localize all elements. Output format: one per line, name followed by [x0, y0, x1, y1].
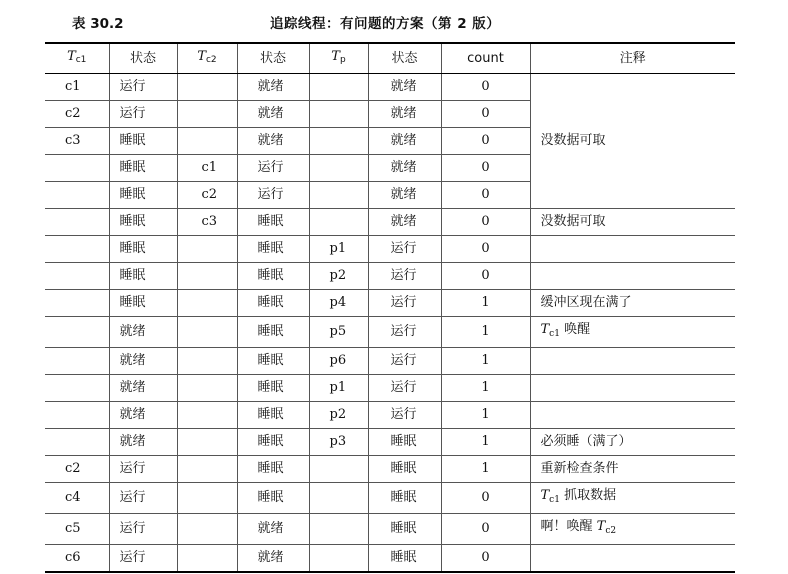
cell-note: 必须睡（满了） [530, 429, 735, 456]
cell-count: 0 [441, 483, 530, 514]
cell-tc2 [177, 263, 237, 290]
cell-state-tc2: 运行 [237, 182, 309, 209]
cell-tc2: c3 [177, 209, 237, 236]
cell-tc1: c5 [45, 514, 109, 545]
cell-state-tc2: 睡眠 [237, 236, 309, 263]
cell-tc2 [177, 375, 237, 402]
cell-tc2 [177, 236, 237, 263]
cell-tc1 [45, 155, 109, 182]
cell-note: 重新检查条件 [530, 456, 735, 483]
header-state-tc1: 状态 [109, 43, 177, 74]
cell-tp [309, 101, 368, 128]
cell-state-tc2: 就绪 [237, 514, 309, 545]
cell-note: $T_{c1}$ 唤醒 [530, 317, 735, 348]
cell-tc1 [45, 209, 109, 236]
cell-state-tc1: 就绪 [109, 348, 177, 375]
cell-state-tp: 睡眠 [368, 456, 441, 483]
cell-count: 1 [441, 402, 530, 429]
cell-state-tp: 运行 [368, 375, 441, 402]
cell-state-tc2: 睡眠 [237, 317, 309, 348]
cell-tc1 [45, 375, 109, 402]
cell-tc1 [45, 263, 109, 290]
cell-tp [309, 74, 368, 101]
cell-tc1: c2 [45, 101, 109, 128]
cell-state-tc2: 运行 [237, 155, 309, 182]
table-row [45, 348, 735, 375]
cell-tc1 [45, 290, 109, 317]
cell-note: 缓冲区现在满了 [530, 290, 735, 317]
cell-tp [309, 483, 368, 514]
cell-count: 1 [441, 290, 530, 317]
cell-tp [309, 456, 368, 483]
table-row [45, 514, 735, 545]
cell-tp [309, 155, 368, 182]
cell-count: 0 [441, 74, 530, 101]
cell-state-tc1: 就绪 [109, 429, 177, 456]
header-count: count [441, 43, 530, 74]
cell-tp [309, 128, 368, 155]
cell-count: 0 [441, 514, 530, 545]
cell-count: 1 [441, 375, 530, 402]
cell-tp [309, 514, 368, 545]
cell-state-tc1: 睡眠 [109, 290, 177, 317]
cell-state-tc2: 就绪 [237, 545, 309, 573]
cell-state-tc2: 就绪 [237, 74, 309, 101]
cell-state-tp: 就绪 [368, 128, 441, 155]
cell-tp: p2 [309, 402, 368, 429]
cell-state-tc2: 睡眠 [237, 483, 309, 514]
header-row [45, 43, 735, 74]
cell-tp: p5 [309, 317, 368, 348]
cell-state-tc2: 睡眠 [237, 375, 309, 402]
header-tc2: Tc2 [177, 43, 237, 74]
cell-tc1 [45, 317, 109, 348]
cell-tc2 [177, 545, 237, 573]
cell-tp: p3 [309, 429, 368, 456]
cell-tc1 [45, 429, 109, 456]
cell-state-tp: 运行 [368, 348, 441, 375]
cell-tc1: c1 [45, 74, 109, 101]
cell-state-tp: 睡眠 [368, 545, 441, 573]
cell-state-tp: 睡眠 [368, 429, 441, 456]
cell-tp [309, 209, 368, 236]
table-title: 追踪线程：有问题的方案（第 2 版） [270, 16, 501, 32]
cell-count: 1 [441, 456, 530, 483]
cell-tc2 [177, 483, 237, 514]
cell-tp: p1 [309, 375, 368, 402]
cell-state-tc1: 就绪 [109, 402, 177, 429]
cell-tc1: c3 [45, 128, 109, 155]
cell-count: 0 [441, 209, 530, 236]
cell-state-tp: 运行 [368, 236, 441, 263]
cell-tc1 [45, 348, 109, 375]
cell-state-tc1: 睡眠 [109, 263, 177, 290]
cell-tc2 [177, 456, 237, 483]
cell-state-tp: 运行 [368, 402, 441, 429]
cell-state-tc1: 就绪 [109, 317, 177, 348]
table-row [45, 483, 735, 514]
cell-note [530, 236, 735, 263]
cell-state-tc2: 睡眠 [237, 209, 309, 236]
cell-state-tp: 就绪 [368, 182, 441, 209]
cell-tc2 [177, 317, 237, 348]
cell-state-tc2: 睡眠 [237, 263, 309, 290]
cell-state-tc1: 睡眠 [109, 182, 177, 209]
cell-tc2 [177, 514, 237, 545]
cell-count: 1 [441, 429, 530, 456]
cell-tc1 [45, 402, 109, 429]
cell-tc2 [177, 101, 237, 128]
cell-state-tp: 运行 [368, 290, 441, 317]
cell-state-tp: 就绪 [368, 155, 441, 182]
table-row [45, 402, 735, 429]
cell-state-tc2: 睡眠 [237, 456, 309, 483]
table-row [45, 263, 735, 290]
cell-count: 0 [441, 182, 530, 209]
table-row [45, 375, 735, 402]
cell-note: $T_{c1}$ 抓取数据 [530, 483, 735, 514]
cell-note [530, 263, 735, 290]
thread-trace-table [45, 42, 735, 573]
cell-note: 没数据可取 [530, 209, 735, 236]
cell-state-tc1: 运行 [109, 101, 177, 128]
cell-count: 0 [441, 101, 530, 128]
cell-state-tc1: 运行 [109, 545, 177, 573]
table-row [45, 317, 735, 348]
header-state-tc2: 状态 [237, 43, 309, 74]
cell-tc2 [177, 128, 237, 155]
cell-tp: p4 [309, 290, 368, 317]
header-state-tp: 状态 [368, 43, 441, 74]
cell-state-tc1: 睡眠 [109, 155, 177, 182]
cell-tc1 [45, 236, 109, 263]
cell-state-tc2: 睡眠 [237, 402, 309, 429]
cell-state-tc2: 睡眠 [237, 290, 309, 317]
cell-tc1 [45, 182, 109, 209]
cell-state-tc1: 运行 [109, 514, 177, 545]
cell-tc2: c1 [177, 155, 237, 182]
cell-state-tc2: 就绪 [237, 128, 309, 155]
cell-state-tc1: 运行 [109, 74, 177, 101]
cell-note: 没数据可取 [530, 74, 735, 209]
cell-tc2 [177, 429, 237, 456]
cell-note [530, 348, 735, 375]
table-row [45, 236, 735, 263]
table-row [45, 545, 735, 573]
cell-count: 1 [441, 348, 530, 375]
cell-state-tc1: 睡眠 [109, 209, 177, 236]
cell-state-tp: 运行 [368, 263, 441, 290]
table-row [45, 209, 735, 236]
cell-note [530, 545, 735, 573]
cell-state-tp: 运行 [368, 317, 441, 348]
table-caption [72, 12, 772, 34]
cell-note [530, 375, 735, 402]
cell-tp: p1 [309, 236, 368, 263]
cell-tc2 [177, 74, 237, 101]
header-tc1: Tc1 [45, 43, 109, 74]
cell-tp [309, 182, 368, 209]
header-note: 注释 [530, 43, 735, 74]
cell-count: 0 [441, 236, 530, 263]
cell-state-tc2: 就绪 [237, 101, 309, 128]
cell-tc2 [177, 402, 237, 429]
cell-count: 0 [441, 128, 530, 155]
cell-state-tc1: 睡眠 [109, 236, 177, 263]
cell-note: 啊！唤醒 $T_{c2}$ [530, 514, 735, 545]
table-number: 表 30.2 [72, 16, 124, 32]
table-row [45, 290, 735, 317]
cell-state-tp: 就绪 [368, 209, 441, 236]
header-tp: Tp [309, 43, 368, 74]
cell-tc2: c2 [177, 182, 237, 209]
cell-state-tc2: 睡眠 [237, 348, 309, 375]
cell-count: 1 [441, 317, 530, 348]
table-row [45, 429, 735, 456]
cell-state-tp: 就绪 [368, 101, 441, 128]
cell-note [530, 402, 735, 429]
cell-tc1: c4 [45, 483, 109, 514]
cell-tp: p6 [309, 348, 368, 375]
cell-tc2 [177, 290, 237, 317]
cell-state-tc1: 就绪 [109, 375, 177, 402]
cell-state-tc1: 睡眠 [109, 128, 177, 155]
cell-tc2 [177, 348, 237, 375]
cell-count: 0 [441, 263, 530, 290]
cell-state-tp: 就绪 [368, 74, 441, 101]
cell-tc1: c2 [45, 456, 109, 483]
cell-tp: p2 [309, 263, 368, 290]
cell-state-tp: 睡眠 [368, 483, 441, 514]
cell-tc1: c6 [45, 545, 109, 573]
cell-state-tc2: 睡眠 [237, 429, 309, 456]
cell-count: 0 [441, 155, 530, 182]
cell-state-tc1: 运行 [109, 456, 177, 483]
table-row [45, 456, 735, 483]
cell-state-tp: 睡眠 [368, 514, 441, 545]
cell-count: 0 [441, 545, 530, 573]
cell-tp [309, 545, 368, 573]
table-row [45, 74, 735, 101]
cell-state-tc1: 运行 [109, 483, 177, 514]
